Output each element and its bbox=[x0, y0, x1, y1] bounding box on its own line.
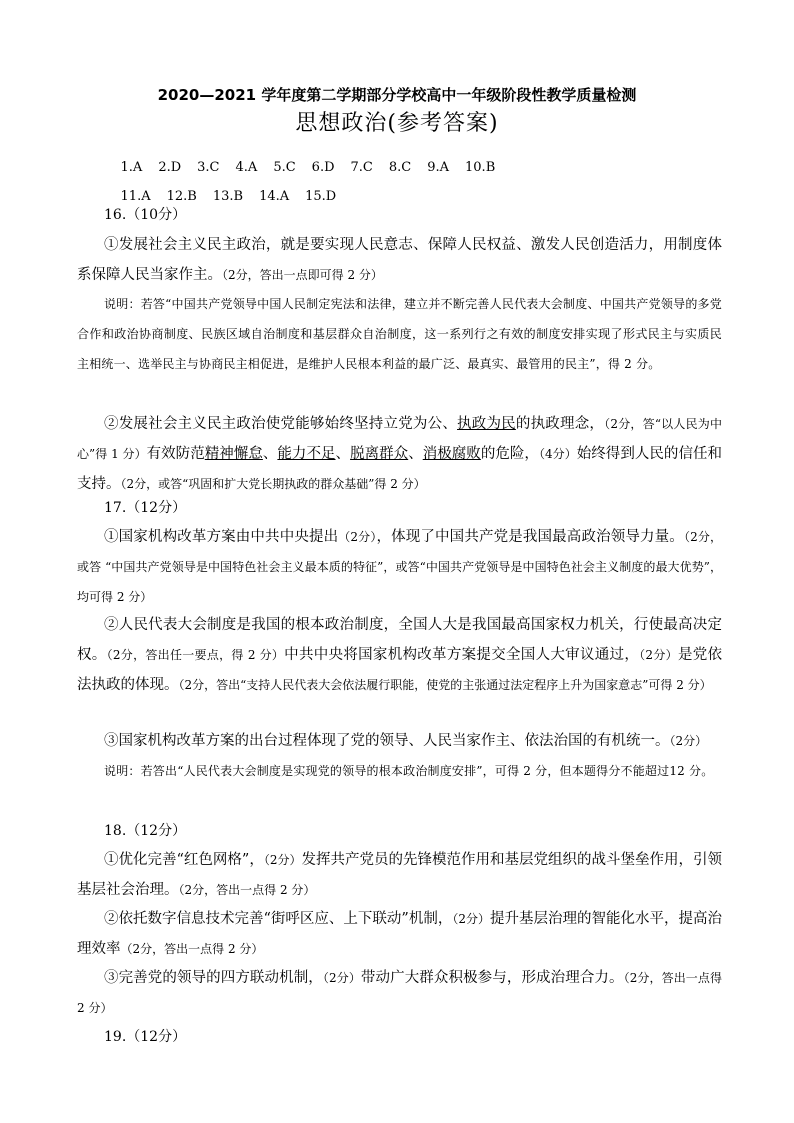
score-note: （2分，答“以人民为中心”得 1 分） bbox=[77, 417, 723, 461]
answer-item: 8.C bbox=[388, 160, 412, 175]
score-note: （2分，答出一点得 2 分） bbox=[120, 942, 264, 956]
q17-point-2 bbox=[77, 610, 722, 700]
q16-point-2-text: 始终得到人民的信任和支持。 bbox=[77, 446, 723, 492]
question-19-heading: 19.（12分） bbox=[104, 1029, 187, 1045]
question-17-heading: 17.（12分） bbox=[104, 500, 187, 516]
punctuation: 、 bbox=[335, 446, 351, 462]
q18-point-3-text: ③完善党的领导的四方联动机制， bbox=[104, 970, 323, 986]
score-note: （2分，答出任一要点，得 2 分） bbox=[106, 648, 285, 662]
q16-point-2 bbox=[77, 409, 722, 499]
q17-point-2-text: 中共中央将国家机构改革方案提交全国人大审议通过， bbox=[284, 647, 640, 663]
q17-point-3 bbox=[77, 726, 722, 756]
q18-point-2 bbox=[77, 904, 722, 964]
q17-point-1-text: ①国家机构改革方案由中共中央提出 bbox=[104, 529, 339, 545]
underlined-term: 执政为民 bbox=[457, 416, 516, 432]
answer-item: 12.B bbox=[166, 189, 197, 204]
answer-item: 5.C bbox=[273, 160, 296, 175]
page-title: 思想政治(参考答案) bbox=[295, 111, 499, 136]
underlined-term: 能力不足 bbox=[277, 446, 336, 462]
score-note: （2分，答出一点得 2 分） bbox=[178, 883, 316, 897]
answer-item: 14.A bbox=[259, 189, 290, 204]
underlined-term: 消极腐败 bbox=[422, 446, 481, 462]
answer-item: 13.B bbox=[212, 189, 244, 204]
score-note: （2分） bbox=[322, 971, 361, 985]
exam-title: 2020—2021 学年度第二学期部分学校高中一年级阶段性教学质量检测 bbox=[157, 86, 637, 104]
score-note: （2分，答出一点得 2 分） bbox=[77, 971, 722, 1015]
answer-item: 2.D bbox=[158, 160, 182, 175]
score-note: （2分） bbox=[263, 853, 302, 867]
punctuation: 、 bbox=[408, 446, 423, 462]
answer-item: 6.D bbox=[311, 160, 335, 175]
underlined-term: 精神懈怠 bbox=[204, 446, 263, 462]
q16-point-2-text: 的执政理念， bbox=[515, 416, 605, 432]
q17-point-1-text: ，体现了中国共产党是我国最高政治领导力量。 bbox=[376, 529, 684, 545]
q16-point-1 bbox=[77, 230, 722, 290]
score-note: （2分） bbox=[452, 912, 490, 926]
q18-point-2-text: 提升基层治理的智能化水平，提高治理效率 bbox=[77, 911, 722, 957]
q17-point-3-text: ③国家机构改革方案的出台过程体现了党的领导、人民当家作主、依法治国的有机统一。 bbox=[104, 733, 670, 749]
q17-note: 说明：若答出“人民代表大会制度是实现党的领导的根本政治制度安排”，可得 2 分，但本题得分不能超过12 分。 bbox=[104, 764, 714, 778]
q16-point-1-score: （2分，答出一点即可得 2 分） bbox=[222, 268, 383, 282]
question-18-heading: 18.（12分） bbox=[104, 823, 187, 839]
q18-point-1-text: 发挥共产党员的先锋模范作用和基层党组织的战斗堡垒作用，引领基层社会治理。 bbox=[77, 852, 723, 898]
score-note: （2分，或答 “中国共产党领导是中国特色社会主义最本质的特征”，或答“中国共产党领导是中国特色社会主义制度的最大优势”，均可得 2 分） bbox=[77, 530, 722, 604]
answer-item: 7.C bbox=[350, 160, 373, 175]
q17-point-2-text: ②人民代表大会制度是我国的根本政治制度，全国人大是我国最高国家权力机关，行使最高决定权。 bbox=[77, 617, 722, 663]
q16-point-1-text: ①发展社会主义民主政治，就是要实现人民意志、保障人民权益、激发人民创造活力，用制度体系保障人民当家作主。 bbox=[77, 237, 722, 283]
q18-point-3-text: 带动广大群众积极参与，形成治理合力。 bbox=[360, 970, 624, 986]
q18-point-3 bbox=[77, 963, 722, 1023]
q16-point-2-text: ②发展社会主义民主政治使党能够始终坚持立党为公、 bbox=[104, 416, 458, 432]
score-note: （2分，答出“支持人民代表大会依法履行职能，使党的主张通过法定程序上升为国家意志”可得 2 分） bbox=[178, 678, 712, 692]
question-16-heading: 16.（10分） bbox=[104, 207, 187, 223]
q18-point-1-text: ①优化完善“红色网格”， bbox=[104, 852, 264, 868]
score-note: （2分） bbox=[669, 734, 708, 748]
q18-point-1 bbox=[77, 845, 722, 905]
score-note: （4分） bbox=[538, 447, 577, 461]
q17-point-2-text: 是党依法执政的体现。 bbox=[77, 647, 723, 693]
score-note: （2分） bbox=[338, 530, 377, 544]
q16-point-2-text: 有效防范 bbox=[146, 446, 205, 462]
answer-item: 4.A bbox=[235, 160, 258, 175]
punctuation: 、 bbox=[262, 446, 278, 462]
q18-point-2-text: ②依托数字信息技术完善“街呼区应、上下联动”机制， bbox=[104, 911, 453, 927]
answer-item: 9.A bbox=[427, 160, 450, 175]
underlined-term: 脱离群众 bbox=[350, 446, 409, 462]
answer-item: 15.D bbox=[305, 189, 337, 204]
q16-note: 说明：若答“中国共产党领导中国人民制定宪法和法律，建立并不断完善人民代表大会制度、中国共产党领导的多党合作和政治协商制度、民族区域自治制度和基层群众自治制度，这一系列行之有效的制度安排实现了形式民主与实质民主相统一、选举民主与协商民主相促进，是维护人民根本利益的最广泛、最真实、最管用的民主”，得 2 分。 bbox=[77, 297, 722, 371]
answer-item: 3.C bbox=[197, 160, 220, 175]
q16-point-2-text: 的危险， bbox=[480, 446, 539, 462]
score-note: （2分，或答“巩固和扩大党长期执政的群众基础”得 2 分） bbox=[120, 477, 426, 491]
q17-point-1 bbox=[77, 522, 722, 612]
answer-item: 10.B bbox=[465, 160, 496, 175]
answer-item: 1.A bbox=[120, 160, 143, 175]
score-note: （2分） bbox=[639, 648, 678, 662]
answer-item: 11.A bbox=[120, 189, 151, 204]
